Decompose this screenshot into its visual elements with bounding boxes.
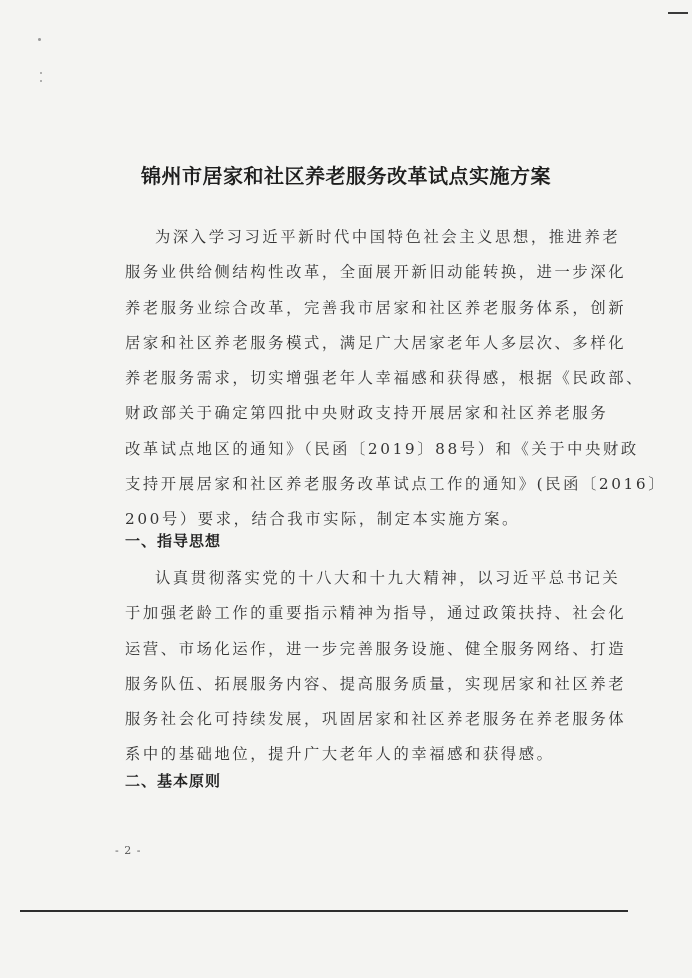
footer-rule xyxy=(20,910,628,912)
paragraph-line: 为深入学习习近平新时代中国特色社会主义思想，推进养老 xyxy=(155,228,621,246)
paragraph-line: 200号）要求，结合我市实际，制定本实施方案。 xyxy=(125,510,520,529)
section-heading-basic-principles: 二、基本原则 xyxy=(125,772,222,790)
scan-edge-mark xyxy=(668,12,688,14)
guiding-ideology-paragraph xyxy=(125,561,627,773)
paragraph-line: 居家和社区养老服务模式，满足广大居家老年人多层次、多样化 xyxy=(125,333,627,352)
document-title: 锦州市居家和社区养老服务改革试点实施方案 xyxy=(141,164,551,188)
scan-speck xyxy=(38,38,41,41)
intro-paragraph xyxy=(125,220,667,538)
paragraph-line: 支持开展居家和社区养老服务改革试点工作的通知》(民函〔2016〕 xyxy=(125,475,667,494)
page-number: - 2 - xyxy=(115,844,142,857)
paragraph-line: 服务社会化可持续发展，巩固居家和社区养老服务在养老服务体 xyxy=(125,710,627,729)
scan-speck xyxy=(40,72,42,74)
scan-speck xyxy=(40,80,42,82)
paragraph-line: 改革试点地区的通知》（民函〔2019〕88号）和《关于中央财政 xyxy=(125,439,639,458)
paragraph-line: 于加强老龄工作的重要指示精神为指导，通过政策扶持、社会化 xyxy=(125,604,627,623)
paragraph-line: 系中的基础地位，提升广大老年人的幸福感和获得感。 xyxy=(125,745,555,764)
paragraph-line: 财政部关于确定第四批中央财政支持开展居家和社区养老服务 xyxy=(125,404,609,423)
paragraph-line: 服务队伍、拓展服务内容、提高服务质量，实现居家和社区养老 xyxy=(125,674,627,693)
paragraph-line: 运营、市场化运作，进一步完善服务设施、健全服务网络、打造 xyxy=(125,639,627,658)
paragraph-line: 认真贯彻落实党的十八大和十九大精神，以习近平总书记关 xyxy=(155,569,621,587)
paragraph-line: 养老服务需求，切实增强老年人幸福感和获得感，根据《民政部、 xyxy=(125,369,645,388)
section-heading-guiding-ideology: 一、指导思想 xyxy=(125,532,222,550)
paragraph-line: 养老服务业综合改革，完善我市居家和社区养老服务体系，创新 xyxy=(125,298,627,317)
paragraph-line: 服务业供给侧结构性改革，全面展开新旧动能转换，进一步深化 xyxy=(125,263,627,282)
